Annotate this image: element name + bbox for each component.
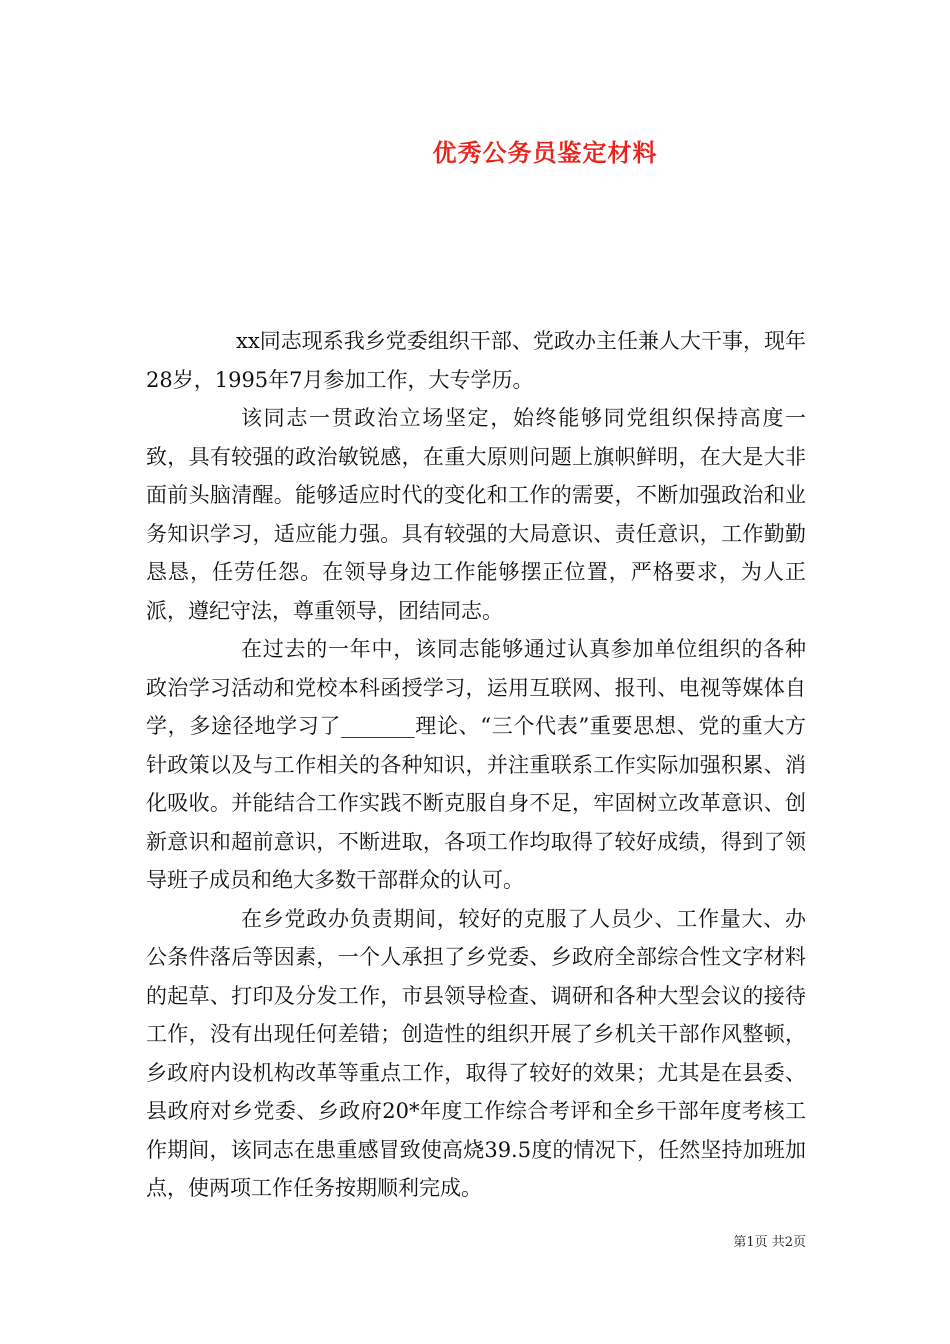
- paragraph-4: 在乡党政办负责期间，较好的克服了人员少、工作量大、办公条件落后等因素，一个人承担了乡党委、乡政府全部综合性文字材料的起草、打印及分发工作，市县领导检查、调研和各种大型会议的接待工作，没有出现任何差错；创造性的组织开展了乡机关干部作风整顿，乡政府内设机构改革等重点工作，取得了较好的效果；尤其是在县委、县政府对乡党委、乡政府20*年度工作综合考评和全乡干部年度考核工作期间，该同志在患重感冒致使高烧39.5度的情况下，任然坚持加班加点，使两项工作任务按期顺利完成。: [146, 906, 806, 1200]
- document-title: 优秀公务员鉴定材料: [432, 138, 658, 167]
- page-number-footer: 第1页 共2页: [733, 1235, 806, 1250]
- paragraph-1: xx同志现系我乡党委组织干部、党政办主任兼人大干事，现年28岁，1995年7月参加工作，大专学历。: [146, 329, 806, 392]
- document-body: [146, 322, 806, 1208]
- paragraph-3: 在过去的一年中，该同志能够通过认真参加单位组织的各种政治学习活动和党校本科函授学习，运用互联网、报刊、电视等媒体自学，多途径地学习了_______理论、“三个代表”重要思想、党的重大方针政策以及与工作相关的各种知识，并注重联系工作实际加强积累、消化吸收。并能结合工作实践不断克服自身不足，牢固树立改革意识、创新意识和超前意识，不断进取，各项工作均取得了较好成绩，得到了领导班子成员和绝大多数干部群众的认可。: [146, 637, 806, 892]
- paragraph-2: 该同志一贯政治立场坚定，始终能够同党组织保持高度一致，具有较强的政治敏锐感，在重大原则问题上旗帜鲜明，在大是大非面前头脑清醒。能够适应时代的变化和工作的需要，不断加强政治和业务知识学习，适应能力强。具有较强的大局意识、责任意识，工作勤勤恳恳，任劳任怨。在领导身边工作能够摆正位置，严格要求，为人正派，遵纪守法，尊重领导，团结同志。: [146, 406, 806, 623]
